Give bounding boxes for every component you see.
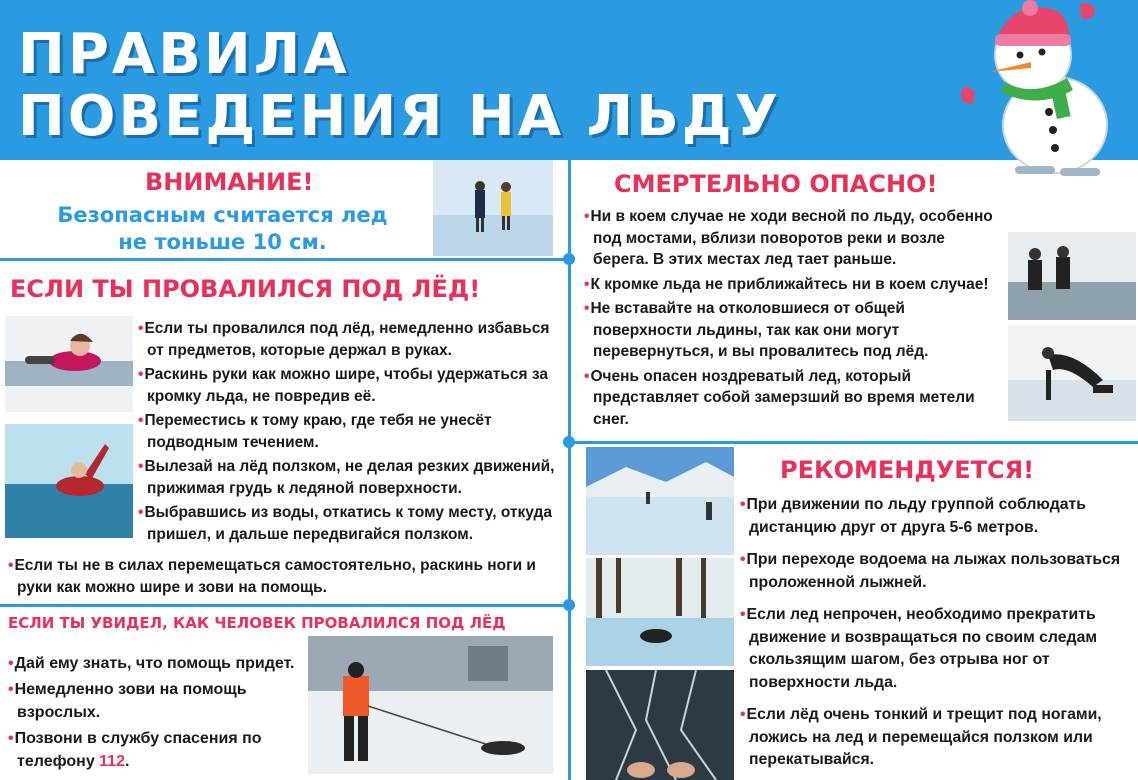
page-title-line2: ПОВЕДЕНИЯ НА ЛЬДУ (18, 84, 781, 149)
list-item: • Немедленно зови на помощь взрослых. (8, 678, 303, 724)
snowman-icon (945, 0, 1138, 185)
list-item: • Выбравшись из воды, откатись к тому месту, откуда пришел, и дальше передвигайся ползком. (138, 502, 556, 545)
divider-node (563, 436, 575, 448)
fell-through-extra (8, 555, 560, 601)
list-item: • Не вставайте на отколовшиеся от общей поверхности льдины, так как они могут перевернуться, и вы провалитесь под лёд. (584, 298, 1002, 363)
list-item: • Вылезай на лёд ползком, не делая резких движений, прижимая грудь к ледяной поверхности. (138, 456, 556, 499)
photo-person-crawling-forest (586, 558, 734, 666)
saw-person-list (8, 652, 303, 776)
divider-left-2 (0, 604, 570, 607)
recommended-heading: РЕКОМЕНДУЕТСЯ! (780, 456, 1035, 484)
list-item: • Если ты не в силах перемещаться самостоятельно, раскинь ноги и руки как можно шире и зови на помощь. (8, 555, 560, 598)
deadly-heading: СМЕРТЕЛЬНО ОПАСНО! (614, 170, 938, 198)
divider-right-1 (570, 441, 1138, 444)
list-item: • При переходе водоема на лыжах пользоваться проложенной лыжней. (740, 549, 1134, 594)
divider-node (563, 599, 575, 611)
list-item: • Дай ему знать, что помощь придет. (8, 652, 303, 675)
photo-child-in-ice (5, 316, 133, 412)
photo-rescuer-with-rope (308, 636, 553, 774)
attention-text-line2: не тоньше 10 см. (118, 230, 327, 254)
phone-number: 112 (99, 753, 125, 770)
phone-text: Позвони в службу спасения по телефону (14, 730, 262, 770)
list-item: • Если лёд очень тонкий и трещит под ногами, ложись на лед и перемещайся ползком или перекатывайся. (740, 704, 1134, 772)
list-item: • Очень опасен ноздреватый лед, который представляет собой замерзший во время метели снег. (584, 366, 1002, 431)
attention-heading: ВНИМАНИЕ! (145, 168, 314, 196)
attention-text-line1: Безопасным считается лед (57, 203, 388, 227)
divider-node (563, 253, 575, 265)
photo-cracked-ice (586, 670, 734, 780)
list-item: • Если лед непрочен, необходимо прекратить движение и возвращаться по своим следам скользящим шагом, без отрыва ног от поверхности льда. (740, 604, 1134, 694)
fell-through-list (138, 318, 556, 548)
list-item: • При движении по льду группой соблюдать дистанцию друг от друга 5-6 метров. (740, 494, 1134, 539)
deadly-list (584, 206, 1002, 433)
list-item: • К кромке льда не приближайтесь ни в коем случае! (584, 274, 1002, 296)
list-item (8, 727, 303, 773)
page-title-line1: ПРАВИЛА (18, 22, 350, 87)
phone-suffix: . (124, 753, 130, 770)
photo-person-crawling-on-ice (1008, 325, 1136, 421)
photo-people-on-ice (433, 160, 553, 256)
photo-group-on-ice (586, 447, 734, 555)
fell-through-heading: ЕСЛИ ТЫ ПРОВАЛИЛСЯ ПОД ЛЁД! (10, 275, 481, 303)
divider-left-1 (0, 258, 570, 261)
list-item: • Переместись к тому краю, где тебя не унесёт подводным течением. (138, 410, 556, 453)
recommended-list (740, 494, 1134, 775)
list-item: • Раскинь руки как можно шире, чтобы удержаться за кромку льда, не повредив её. (138, 364, 556, 407)
photo-person-climbing-out (5, 424, 133, 538)
photo-people-at-ice-edge (1008, 232, 1136, 320)
list-item: • Ни в коем случае не ходи весной по льду, особенно под мостами, вблизи поворотов реки и возле берега. В этих местах лед тает раньше. (584, 206, 1002, 271)
saw-person-heading: ЕСЛИ ТЫ УВИДЕЛ, КАК ЧЕЛОВЕК ПРОВАЛИЛСЯ ПОД ЛЁД (8, 614, 506, 632)
list-item: • Если ты провалился под лёд, немедленно избавься от предметов, которые держал в руках. (138, 318, 556, 361)
